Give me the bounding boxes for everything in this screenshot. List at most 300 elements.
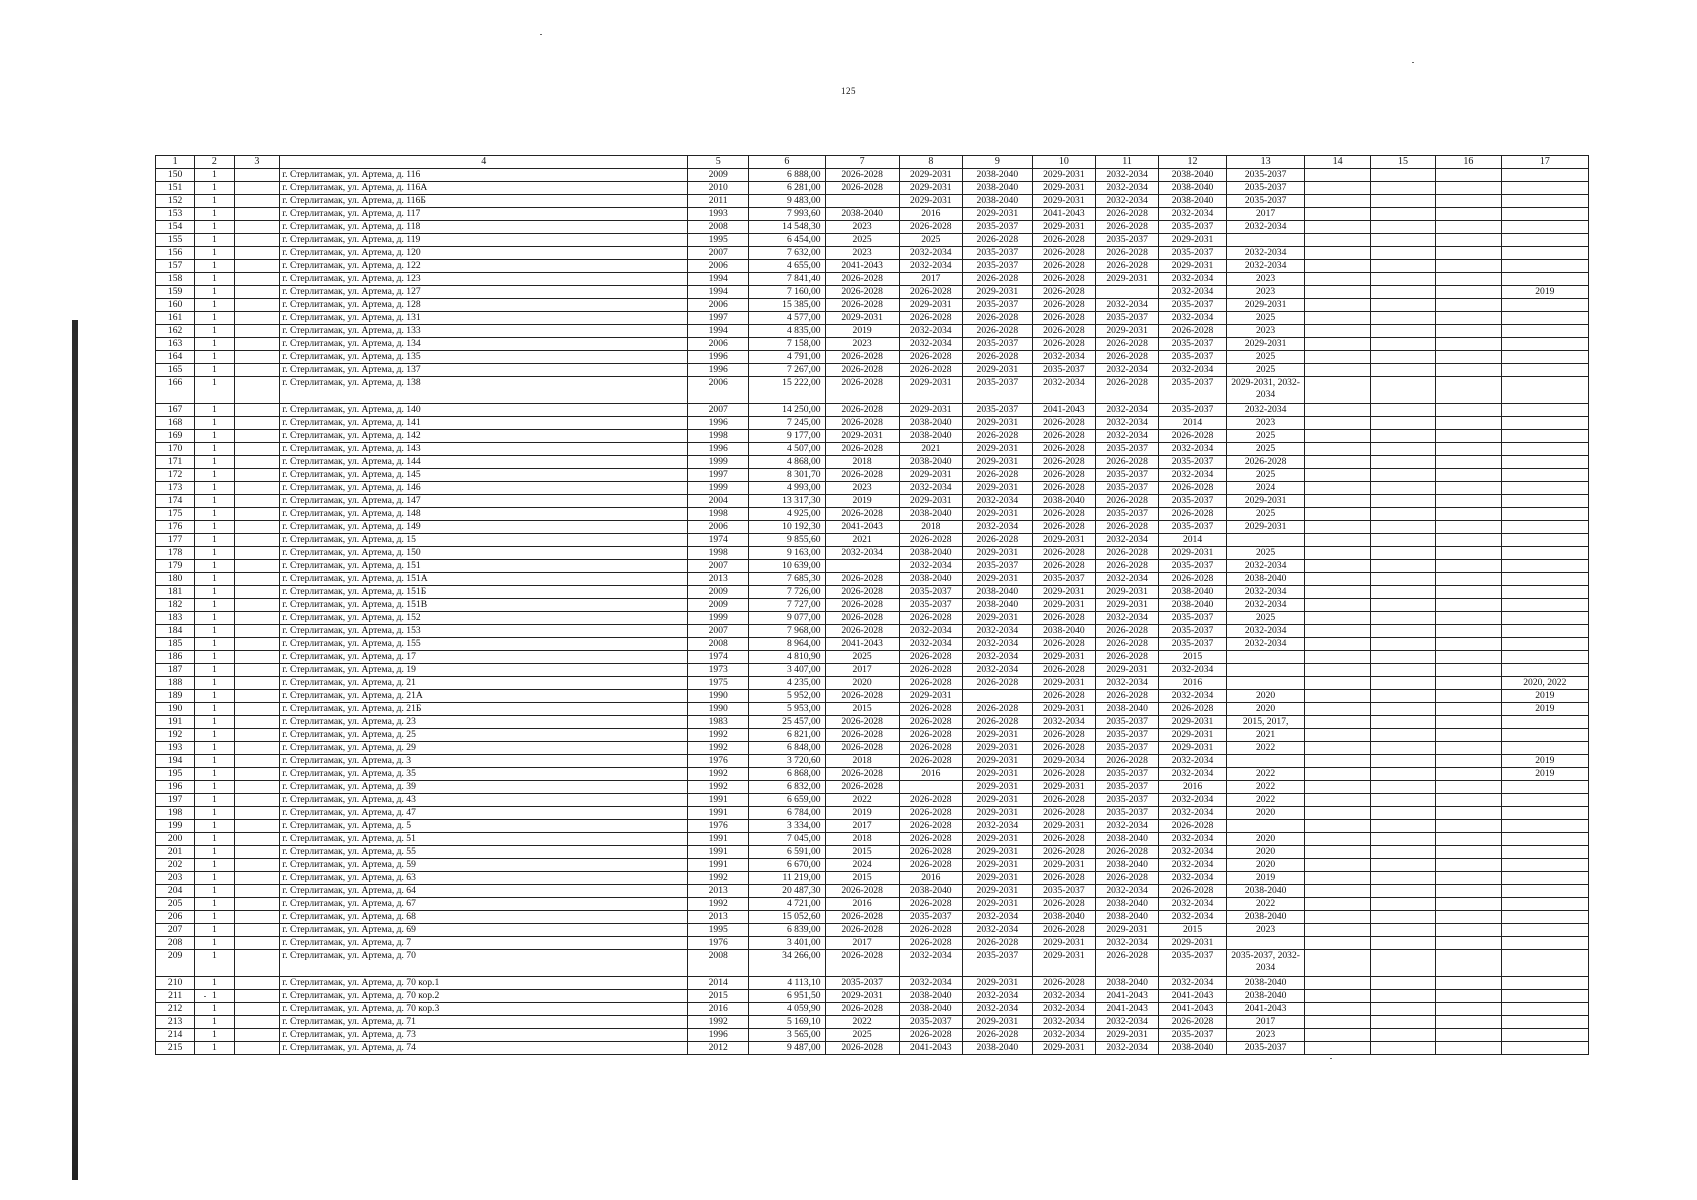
table-cell: 2026-2028 [1032, 312, 1095, 325]
address-cell: г. Стерлитамак, ул. Артема, д. 59 [280, 859, 688, 872]
table-cell: 2038-2040 [899, 456, 962, 469]
table-cell: 2026-2028 [1095, 690, 1158, 703]
table-cell: 5 169,10 [749, 1016, 825, 1029]
table-cell: 2032-2034 [1226, 625, 1305, 638]
table-cell: 2029-2031 [1159, 547, 1227, 560]
table-cell [1370, 820, 1435, 833]
table-cell: 2029-2031 [1032, 586, 1095, 599]
table-cell: 2041-2043 [1159, 990, 1227, 1003]
table-cell: 2026-2028 [962, 273, 1032, 286]
table-cell: 2026-2028 [899, 729, 962, 742]
table-cell: 2032-2034 [1159, 807, 1227, 820]
table-cell: 2026-2028 [1032, 794, 1095, 807]
table-cell: 7 968,00 [749, 625, 825, 638]
table-cell: 2029-2031 [962, 456, 1032, 469]
table-cell: 2025 [1226, 364, 1305, 377]
table-cell [1501, 404, 1588, 417]
table-cell [1226, 755, 1305, 768]
table-cell [234, 885, 280, 898]
table-cell [825, 195, 899, 208]
table-row [156, 729, 1589, 742]
table-cell: 2041-2043 [1226, 1003, 1305, 1016]
table-cell: 4 925,00 [749, 508, 825, 521]
table-cell [1305, 664, 1370, 677]
table-cell: 1 [195, 404, 234, 417]
table-cell [1370, 990, 1435, 1003]
table-cell [234, 273, 280, 286]
table-cell [1305, 560, 1370, 573]
table-cell [1305, 651, 1370, 664]
table-cell [1370, 872, 1435, 885]
table-cell: 2029-2031 [962, 768, 1032, 781]
table-cell: 7 727,00 [749, 599, 825, 612]
address-cell: г. Стерлитамак, ул. Артема, д. 131 [280, 312, 688, 325]
table-cell [1436, 495, 1501, 508]
table-cell: 2038-2040 [1032, 911, 1095, 924]
table-cell: 2015, 2017, [1226, 716, 1305, 729]
table-cell [1501, 573, 1588, 586]
table-cell: 3 720,60 [749, 755, 825, 768]
table-cell: 2038-2040 [1159, 169, 1227, 182]
table-cell: 9 483,00 [749, 195, 825, 208]
table-cell [1501, 547, 1588, 560]
table-cell: 2006 [688, 377, 749, 404]
table-cell: 2032-2034 [1159, 859, 1227, 872]
table-cell [1305, 273, 1370, 286]
table-cell: 2026-2028 [1032, 521, 1095, 534]
table-row [156, 495, 1589, 508]
table-cell: 2026-2028 [1032, 508, 1095, 521]
table-cell [1305, 742, 1370, 755]
address-cell: г. Стерлитамак, ул. Артема, д. 70 кор.3 [280, 1003, 688, 1016]
table-cell: 2032-2034 [899, 950, 962, 977]
table-cell: 1 [195, 977, 234, 990]
table-cell: 1 [195, 534, 234, 547]
table-cell: 2026-2028 [899, 742, 962, 755]
table-cell [1501, 833, 1588, 846]
table-cell [1501, 495, 1588, 508]
table-cell: 2032-2034 [1226, 404, 1305, 417]
table-cell: 2032-2034 [1095, 937, 1158, 950]
table-cell: 2026-2028 [1159, 1016, 1227, 1029]
table-cell: 2038-2040 [899, 990, 962, 1003]
table-cell: 2026-2028 [899, 351, 962, 364]
table-cell: 1 [195, 716, 234, 729]
table-cell: 1 [195, 755, 234, 768]
table-cell: 2016 [899, 872, 962, 885]
table-cell: 1 [195, 638, 234, 651]
table-cell [1305, 1003, 1370, 1016]
table-cell: 1990 [688, 690, 749, 703]
table-cell: 2026-2028 [825, 716, 899, 729]
table-cell: 2035-2037 [1095, 794, 1158, 807]
table-cell [1305, 859, 1370, 872]
table-row [156, 820, 1589, 833]
table-cell: 6 670,00 [749, 859, 825, 872]
table-cell: 4 113,10 [749, 977, 825, 990]
table-cell: 165 [156, 364, 195, 377]
table-cell: 2026-2028 [899, 703, 962, 716]
address-cell: г. Стерлитамак, ул. Артема, д. 21 [280, 677, 688, 690]
table-cell: 2038-2040 [899, 1003, 962, 1016]
table-cell: 2029-2031 [962, 872, 1032, 885]
address-cell: г. Стерлитамак, ул. Артема, д. 148 [280, 508, 688, 521]
table-cell [1370, 677, 1435, 690]
table-cell: 2029-2031 [1032, 221, 1095, 234]
table-cell: 2029-2031 [1226, 495, 1305, 508]
table-cell [1370, 534, 1435, 547]
table-cell: 2032-2034 [1095, 430, 1158, 443]
table-cell: 2021 [899, 443, 962, 456]
table-cell: 2026-2028 [825, 586, 899, 599]
table-cell [1370, 651, 1435, 664]
table-cell [234, 599, 280, 612]
table-cell: 2032-2034 [962, 820, 1032, 833]
table-cell: 192 [156, 729, 195, 742]
table-cell [1305, 404, 1370, 417]
table-cell: 6 591,00 [749, 846, 825, 859]
table-cell [1436, 469, 1501, 482]
table-cell: 6 848,00 [749, 742, 825, 755]
table-cell [1436, 820, 1501, 833]
table-cell: 2035-2037 [1226, 182, 1305, 195]
table-cell: 8 964,00 [749, 638, 825, 651]
table-cell: 2026-2028 [825, 508, 899, 521]
table-cell: 2029-2031 [1095, 664, 1158, 677]
table-cell: 2029-2031 [899, 377, 962, 404]
table-cell [234, 234, 280, 247]
table-cell: 2026-2028 [1032, 742, 1095, 755]
table-cell [1305, 1016, 1370, 1029]
table-cell [234, 495, 280, 508]
table-cell: 2011 [688, 195, 749, 208]
table-cell: 2038-2040 [1032, 495, 1095, 508]
table-cell [1370, 586, 1435, 599]
table-cell [1370, 430, 1435, 443]
table-cell [234, 924, 280, 937]
table-row [156, 1029, 1589, 1042]
table-cell: 2032-2034 [1095, 417, 1158, 430]
table-cell: 2017 [825, 664, 899, 677]
table-cell [1370, 312, 1435, 325]
table-cell [1305, 781, 1370, 794]
table-cell: 2026-2028 [825, 169, 899, 182]
table-cell: 1 [195, 325, 234, 338]
address-cell: г. Стерлитамак, ул. Артема, д. 151В [280, 599, 688, 612]
table-cell: 2026-2028 [899, 859, 962, 872]
address-cell: г. Стерлитамак, ул. Артема, д. 63 [280, 872, 688, 885]
table-cell: 2032-2034 [1159, 469, 1227, 482]
table-cell [1436, 729, 1501, 742]
table-cell: 2029-2031 [1032, 820, 1095, 833]
table-cell: 2026-2028 [899, 924, 962, 937]
table-cell [1370, 351, 1435, 364]
table-cell: 2035-2037 [1159, 221, 1227, 234]
table-cell [1226, 937, 1305, 950]
table-cell [1501, 716, 1588, 729]
table-cell: 4 721,00 [749, 898, 825, 911]
table-cell: 2026-2028 [1032, 872, 1095, 885]
table-cell [1501, 651, 1588, 664]
table-cell: 3 334,00 [749, 820, 825, 833]
table-cell: 2019 [1226, 872, 1305, 885]
table-cell: 2008 [688, 638, 749, 651]
table-cell: 2035-2037 [1159, 1029, 1227, 1042]
table-cell [1305, 195, 1370, 208]
table-row [156, 377, 1589, 404]
table-cell [1305, 325, 1370, 338]
table-cell [1501, 417, 1588, 430]
address-cell: г. Стерлитамак, ул. Артема, д. 122 [280, 260, 688, 273]
table-cell [1370, 443, 1435, 456]
table-cell: 2015 [825, 703, 899, 716]
table-cell [1305, 924, 1370, 937]
table-cell [1370, 495, 1435, 508]
table-cell: 2035-2037 [1159, 404, 1227, 417]
table-cell: 1 [195, 885, 234, 898]
table-cell: 15 052,60 [749, 911, 825, 924]
address-cell: г. Стерлитамак, ул. Артема, д. 69 [280, 924, 688, 937]
table-cell: 2026-2028 [1032, 560, 1095, 573]
table-cell [1305, 417, 1370, 430]
table-cell: 202 [156, 859, 195, 872]
table-cell: 2029-2031 [962, 885, 1032, 898]
table-cell [234, 547, 280, 560]
address-cell: г. Стерлитамак, ул. Артема, д. 151 [280, 560, 688, 573]
table-cell [1370, 560, 1435, 573]
table-cell: 2032-2034 [1095, 364, 1158, 377]
table-cell [1436, 599, 1501, 612]
table-cell: 1 [195, 690, 234, 703]
address-cell: г. Стерлитамак, ул. Артема, д. 71 [280, 1016, 688, 1029]
table-cell: 1976 [688, 937, 749, 950]
table-cell [1305, 234, 1370, 247]
table-cell: 2026-2028 [1032, 638, 1095, 651]
table-cell [234, 755, 280, 768]
table-row [156, 521, 1589, 534]
table-cell: 1 [195, 677, 234, 690]
table-cell: 2029-2031 [962, 286, 1032, 299]
table-cell: 2026-2028 [1159, 703, 1227, 716]
table-cell [1370, 521, 1435, 534]
table-cell: 2026-2028 [899, 755, 962, 768]
table-cell: 2038-2040 [1159, 586, 1227, 599]
table-cell [1436, 885, 1501, 898]
table-cell [1370, 299, 1435, 312]
table-row [156, 469, 1589, 482]
table-cell: 1 [195, 273, 234, 286]
table-cell [1305, 807, 1370, 820]
table-cell: 2026-2028 [1032, 690, 1095, 703]
table-cell: 2029-2031, 2032-2034 [1226, 377, 1305, 404]
table-row [156, 195, 1589, 208]
table-cell [1436, 534, 1501, 547]
table-cell: 2035-2037 [1159, 456, 1227, 469]
table-cell: 2038-2040 [1159, 1042, 1227, 1055]
table-row [156, 430, 1589, 443]
table-cell: 10 192,30 [749, 521, 825, 534]
table-cell: 7 045,00 [749, 833, 825, 846]
table-cell: 2032-2034 [1159, 208, 1227, 221]
table-cell [1370, 260, 1435, 273]
table-cell: 2025 [1226, 312, 1305, 325]
table-cell [1305, 755, 1370, 768]
table-cell: 1996 [688, 351, 749, 364]
table-row [156, 299, 1589, 312]
table-cell: 2026-2028 [825, 469, 899, 482]
table-cell: 2016 [1159, 781, 1227, 794]
table-cell [1370, 716, 1435, 729]
table-cell [1501, 1042, 1588, 1055]
table-cell: 2023 [1226, 325, 1305, 338]
column-number: 8 [899, 156, 962, 169]
table-cell: 6 888,00 [749, 169, 825, 182]
table-cell: 2038-2040 [899, 508, 962, 521]
table-cell: 2041-2043 [1032, 404, 1095, 417]
table-cell: 2026-2028 [962, 325, 1032, 338]
table-cell: 2013 [688, 911, 749, 924]
table-cell: 2026-2028 [962, 469, 1032, 482]
address-cell: г. Стерлитамак, ул. Артема, д. 142 [280, 430, 688, 443]
table-cell: 2018 [825, 833, 899, 846]
table-cell: 2020 [1226, 690, 1305, 703]
table-cell [1436, 508, 1501, 521]
table-row [156, 286, 1589, 299]
table-cell: 2026-2028 [1095, 950, 1158, 977]
table-row [156, 625, 1589, 638]
table-cell: 2032-2034 [1159, 977, 1227, 990]
table-cell: 2016 [825, 898, 899, 911]
table-cell: 182 [156, 599, 195, 612]
table-cell: 2026-2028 [899, 846, 962, 859]
table-cell: 2026-2028 [825, 351, 899, 364]
table-cell: 152 [156, 195, 195, 208]
table-cell [1370, 859, 1435, 872]
table-cell [234, 260, 280, 273]
table-cell: 2032-2034 [1159, 755, 1227, 768]
table-cell: 2032-2034 [1032, 1016, 1095, 1029]
table-cell [1305, 482, 1370, 495]
table-cell [1370, 729, 1435, 742]
table-cell: 2006 [688, 338, 749, 351]
table-cell: 2026-2028 [899, 364, 962, 377]
table-cell: 2041-2043 [825, 260, 899, 273]
table-cell: 2038-2040 [1095, 859, 1158, 872]
table-cell: 2026-2028 [825, 690, 899, 703]
table-cell: 2035-2037 [962, 377, 1032, 404]
table-cell: 2035-2037 [825, 977, 899, 990]
table-cell [1305, 286, 1370, 299]
table-row [156, 742, 1589, 755]
address-cell: г. Стерлитамак, ул. Артема, д. 74 [280, 1042, 688, 1055]
table-cell [1501, 794, 1588, 807]
table-cell: 2035-2037 [1032, 364, 1095, 377]
table-cell: 153 [156, 208, 195, 221]
table-cell: 2026-2028 [1095, 638, 1158, 651]
table-cell [1436, 456, 1501, 469]
table-cell [1436, 547, 1501, 560]
table-cell [1501, 169, 1588, 182]
table-row [156, 703, 1589, 716]
table-cell [1436, 273, 1501, 286]
table-cell: 2026-2028 [825, 911, 899, 924]
table-row [156, 508, 1589, 521]
table-row [156, 182, 1589, 195]
table-cell: 2009 [688, 599, 749, 612]
table-cell: 2029-2031 [1032, 937, 1095, 950]
table-cell: 1976 [688, 820, 749, 833]
table-cell: 2032-2034 [1159, 833, 1227, 846]
table-cell: 1990 [688, 703, 749, 716]
scan-binding-edge [72, 320, 78, 1180]
table-cell: 2020 [1226, 833, 1305, 846]
table-cell [1305, 820, 1370, 833]
column-number: 16 [1436, 156, 1501, 169]
table-cell: 1 [195, 508, 234, 521]
table-cell [1370, 573, 1435, 586]
table-cell [234, 377, 280, 404]
table-cell [1305, 833, 1370, 846]
table-cell: 1 [195, 924, 234, 937]
address-cell: г. Стерлитамак, ул. Артема, д. 43 [280, 794, 688, 807]
table-cell: 2035-2037 [1159, 495, 1227, 508]
table-cell: 2015 [825, 872, 899, 885]
table-cell: 2032-2034 [1159, 664, 1227, 677]
table-cell [234, 846, 280, 859]
table-cell [825, 560, 899, 573]
table-cell: 1 [195, 377, 234, 404]
column-number: 2 [195, 156, 234, 169]
table-cell: 2032-2034 [1159, 872, 1227, 885]
table-cell [234, 338, 280, 351]
table-cell: 191 [156, 716, 195, 729]
table-cell: 2025 [1226, 443, 1305, 456]
table-cell [1305, 768, 1370, 781]
table-cell [1436, 937, 1501, 950]
table-cell [234, 937, 280, 950]
table-cell: 196 [156, 781, 195, 794]
table-cell: 159 [156, 286, 195, 299]
table-cell: 184 [156, 625, 195, 638]
table-cell: 2029-2031 [962, 742, 1032, 755]
table-row [156, 950, 1589, 977]
table-cell: 2029-2031 [1032, 651, 1095, 664]
table-cell: 2029-2031 [1095, 273, 1158, 286]
table-cell: 2038-2040 [1226, 885, 1305, 898]
column-number: 5 [688, 156, 749, 169]
table-cell: 2008 [688, 950, 749, 977]
table-cell: 2029-2031 [962, 612, 1032, 625]
table-cell: 2026-2028 [1095, 456, 1158, 469]
table-cell: 2026-2028 [899, 534, 962, 547]
table-cell: 2025 [1226, 469, 1305, 482]
table-cell: 1995 [688, 234, 749, 247]
table-cell: 2029-2031 [1095, 325, 1158, 338]
table-cell [1436, 560, 1501, 573]
column-number: 7 [825, 156, 899, 169]
table-cell: 2032-2034 [1159, 898, 1227, 911]
table-cell: 204 [156, 885, 195, 898]
table-cell [1501, 299, 1588, 312]
table-cell: 2035-2037 [1159, 521, 1227, 534]
table-cell: 181 [156, 586, 195, 599]
table-cell: 179 [156, 560, 195, 573]
table-cell: 2025 [825, 1029, 899, 1042]
table-cell: 7 685,30 [749, 573, 825, 586]
table-cell: 2004 [688, 495, 749, 508]
table-row [156, 977, 1589, 990]
table-cell [234, 195, 280, 208]
